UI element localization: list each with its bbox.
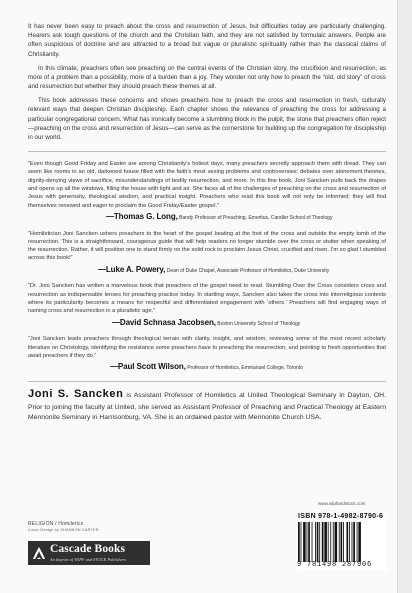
description-paragraph-1: It has never been easy to preach about the cross and resurrection of Jesus, but difficulties today are particularly challenging. Hearers ask tough questions of the church and the Christian faith, and they are not satisfied by formulaic answers. People are often suspicious of doctrine and are attracted to a broad but vague or pluralistic spirituality rather than the classical claims of Christianity.: [28, 23, 386, 58]
cover-design-credit: Cover Design by SHANNON CARTER: [28, 528, 99, 532]
barcode: [297, 513, 387, 571]
endorsement-attribution: [28, 318, 386, 328]
spine-edge: [397, 0, 412, 593]
endorser-title: Dean of Duke Chapel, Associate Professor of Homiletics, Duke University: [166, 267, 330, 274]
barcode-icon: [297, 522, 387, 562]
publisher-website: www.wipfandstock.com: [318, 501, 366, 506]
isbn: ISBN 978-1-4982-8790-6: [298, 513, 384, 520]
cover-content: [28, 22, 386, 422]
publisher-name: Cascade Books: [50, 543, 126, 555]
subject-category: RELIGION / Homiletics: [28, 521, 84, 527]
book-description: [28, 22, 386, 142]
endorsements: [28, 160, 386, 372]
endorser-name: —Thomas G. Long,: [106, 211, 178, 221]
endorsement-text: “Joni Sancken leads preachers through theological terrain with clarity, insight, and wisdom, reviewing some of the most recent scholarly literature on Christology, identifying the resistance some preachers have to preaching the resurrection, and pointing to fresh opportunities that await preachers if they do.”: [28, 336, 386, 359]
category-block: [28, 521, 99, 532]
description-paragraph-2: In this climate, preachers often see preaching on the central events of the Christian story, the crucifixion and resurrection, as more of a problem than a possibility, more of a burden than a joy. They wonder not only how to preach the “old, old story” of cross and resurrection but whether they should preach these themes at all.: [28, 64, 386, 91]
divider: [28, 381, 386, 382]
endorsement-text: “Even though Good Friday and Easter are among Christianity’s holiest days, many preachers secretly approach them with dread. They can seem like rooms in an old, darkened house filled with the faith’s most vexing problems and controversies: debates over atonement theories, dignity-denying views of sacrifice, misunderstandings of bodily resurrection, and more. In this fine book, Joni Sancken pulls back the drapes and opens up all the windows, filling the house with light and air. She faces all of the challenges of preaching on the cross and resurrection of Jesus with generosity, theological wisdom, and practical insight. Preachers who read this book will not only be informed; they will find themselves renewed and eager to proclaim the Good Friday/Easter gospel.”: [28, 161, 386, 209]
author-bio-text: is Assistant Professor of Homiletics at United Theological Seminary in Dayton, OH. Prior to joining the faculty at United, she served as Assistant Professor of Preaching and Practical Theology at Eastern Mennonite Seminary in Harrisonburg, VA. She is an ordained pastor with Mennonite Church USA.: [28, 391, 386, 421]
endorsement-attribution: [28, 212, 386, 222]
endorser-name: —David Schnasa Jacobsen,: [112, 317, 216, 327]
endorser-name: —Luke A. Powery,: [98, 264, 166, 274]
endorsement-text: “Dr. Joni Sancken has written a marvelous book that preachers of the gospel need to read. Stumbling Over the Cross considers cross and resurrection as indispensable lenses for preaching practice today. In startling ways, Sancken also takes the cross into interreligious contexts where its particularity becomes a means for respectful and differentiated engagement with ‘others.’ Preachers will find engaging ways of naming cross and resurrection in a pluralistic age.”: [28, 283, 386, 315]
endorsement-attribution: [28, 362, 386, 372]
endorser-title: Professor of Homiletics, Emmanuel College, Toronto: [187, 365, 303, 372]
description-paragraph-3: This book addresses these concerns and shows preachers how to preach the cross and resurrection in fresh, culturally relevant ways that deepen Christian discipleship. Each chapter shows the relevance of preaching the cross for addressing a particular congregational concern. What has ironically become a stumbling block in the pulpit, the stone that preachers often reject—preaching on the cross and resurrection of Jesus—can serve as the cornerstone for building up the congregation for discipleship in our world.: [28, 97, 386, 141]
endorsement-powery: [28, 230, 386, 275]
author-bio: [28, 387, 386, 423]
endorsement-wilson: [28, 335, 386, 372]
endorsement-attribution: [28, 265, 386, 275]
endorser-title: Bandy Professor of Preaching, Emeritus, Candler School of Theology: [179, 214, 333, 221]
endorsement-text: “Homiletician Joni Sancken ushers preachers to the heart of the gospel beating at the foot of the cross and outside the empty tomb of the resurrection. This is a straightforward, courageous guide that will help readers no longer stumble over the cross or stutter when speaking of the resurrection. Rather, it will position one to stand firmly on the solid rock to proclaim Jesus Christ, crucified and risen. I’m so glad I stumbled across this book!”: [28, 230, 386, 262]
publisher-mark-icon: [32, 545, 46, 560]
publisher-logo: [28, 541, 150, 565]
author-name: Joni S. Sancken: [28, 387, 124, 400]
barcode-number: 9 781498 287906: [297, 561, 373, 569]
divider: [28, 151, 386, 152]
publisher-imprint: An Imprint of WIPF and STOCK Publishers: [50, 556, 126, 562]
endorsement-long: [28, 160, 386, 221]
endorser-title: Boston University School of Theology: [217, 320, 301, 327]
endorsement-jacobsen: [28, 282, 386, 327]
endorser-name: —Paul Scott Wilson,: [110, 362, 186, 372]
